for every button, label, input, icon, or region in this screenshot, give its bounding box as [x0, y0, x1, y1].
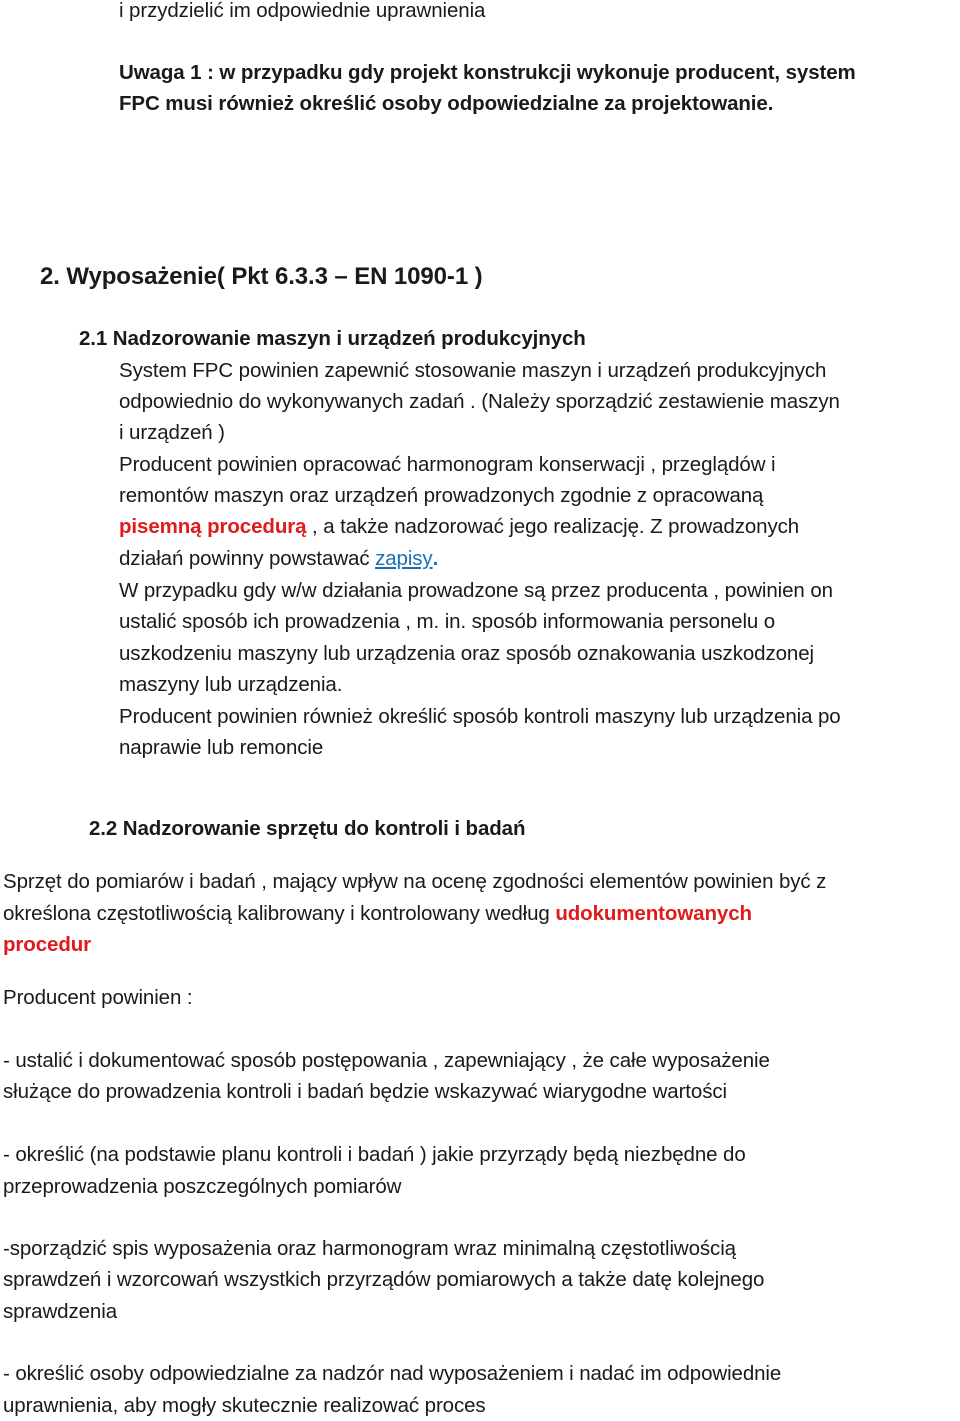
bullet-line: przeprowadzenia poszczególnych pomiarów — [3, 1175, 402, 1198]
paragraph-line — [3, 901, 752, 927]
text-span: , a także nadzorować jego realizację. Z prowadzonych — [306, 515, 800, 538]
text-span: działań powinny powstawać — [119, 547, 376, 570]
paragraph-line: remontów maszyn oraz urządzeń prowadzonych zgodnie z opracowaną — [119, 484, 764, 507]
paragraph-line: naprawie lub remoncie — [119, 736, 324, 759]
paragraph-line: System FPC powinien zapewnić stosowanie maszyn i urządzeń produkcyjnych — [119, 359, 827, 382]
paragraph-line: Producent powinien również określić sposób kontroli maszyny lub urządzenia po — [119, 705, 841, 728]
paragraph-line: maszyny lub urządzenia. — [119, 673, 343, 696]
paragraph-line: ustalić sposób ich prowadzenia , m. in. sposób informowania personelu o — [119, 610, 776, 633]
paragraph-line: i urządzeń ) — [119, 421, 225, 444]
paragraph-line: Producent powinien opracować harmonogram konserwacji , przeglądów i — [119, 453, 776, 476]
highlight-red: udokumentowanych — [555, 902, 752, 925]
paragraph-line: uszkodzeniu maszyny lub urządzenia oraz sposób oznakowania uszkodzonej — [119, 642, 814, 665]
bullet-line: służące do prowadzenia kontroli i badań będzie wskazywać wiarygodne wartości — [3, 1080, 727, 1103]
paragraph-line: Sprzęt do pomiarów i badań , mający wpływ na ocenę zgodności elementów powinien być z — [3, 870, 827, 893]
zapisy-link[interactable]: zapisy — [375, 547, 433, 570]
paragraph-line — [119, 514, 799, 540]
highlight-red: pisemną procedurą — [119, 515, 307, 538]
bullet-line: - ustalić i dokumentować sposób postępowania , zapewniający , że całe wyposażenie — [3, 1049, 770, 1072]
bullet-line: -sporządzić spis wyposażenia oraz harmonogram wraz minimalną częstotliwością — [3, 1237, 736, 1260]
text-span: określona częstotliwością kalibrowany i kontrolowany według — [3, 902, 556, 925]
paragraph-line: Producent powinien : — [3, 986, 193, 1009]
paragraph-line: odpowiednio do wykonywanych zadań . (Należy sporządzić zestawienie maszyn — [119, 390, 840, 413]
note-line-2: FPC musi również określić osoby odpowiedzialne za projektowanie. — [119, 92, 774, 115]
section-heading: 2. Wyposażenie( Pkt 6.3.3 – EN 1090-1 ) — [40, 263, 483, 290]
text-span: . — [432, 547, 439, 570]
bullet-line: uprawnienia, aby mogły skutecznie realizować proces — [3, 1394, 486, 1417]
intro-line: i przydzielić im odpowiednie uprawnienia — [119, 0, 486, 22]
bullet-line: - określić (na podstawie planu kontroli i badań ) jakie przyrządy będą niezbędne do — [3, 1143, 746, 1166]
bullet-line: sprawdzeń i wzorcowań wszystkich przyrządów pomiarowych a także datę kolejnego — [3, 1268, 765, 1291]
paragraph-line — [119, 546, 438, 572]
subsection-heading-2-1: 2.1 Nadzorowanie maszyn i urządzeń produkcyjnych — [79, 327, 586, 350]
bullet-line: - określić osoby odpowiedzialne za nadzór nad wyposażeniem i nadać im odpowiednie — [3, 1362, 782, 1385]
paragraph-line: W przypadku gdy w/w działania prowadzone są przez producenta , powinien on — [119, 579, 833, 602]
highlight-red: procedur — [3, 933, 92, 956]
bullet-line: sprawdzenia — [3, 1300, 117, 1323]
note-line-1: Uwaga 1 : w przypadku gdy projekt konstrukcji wykonuje producent, system — [119, 61, 856, 84]
subsection-heading-2-2: 2.2 Nadzorowanie sprzętu do kontroli i badań — [89, 817, 526, 840]
